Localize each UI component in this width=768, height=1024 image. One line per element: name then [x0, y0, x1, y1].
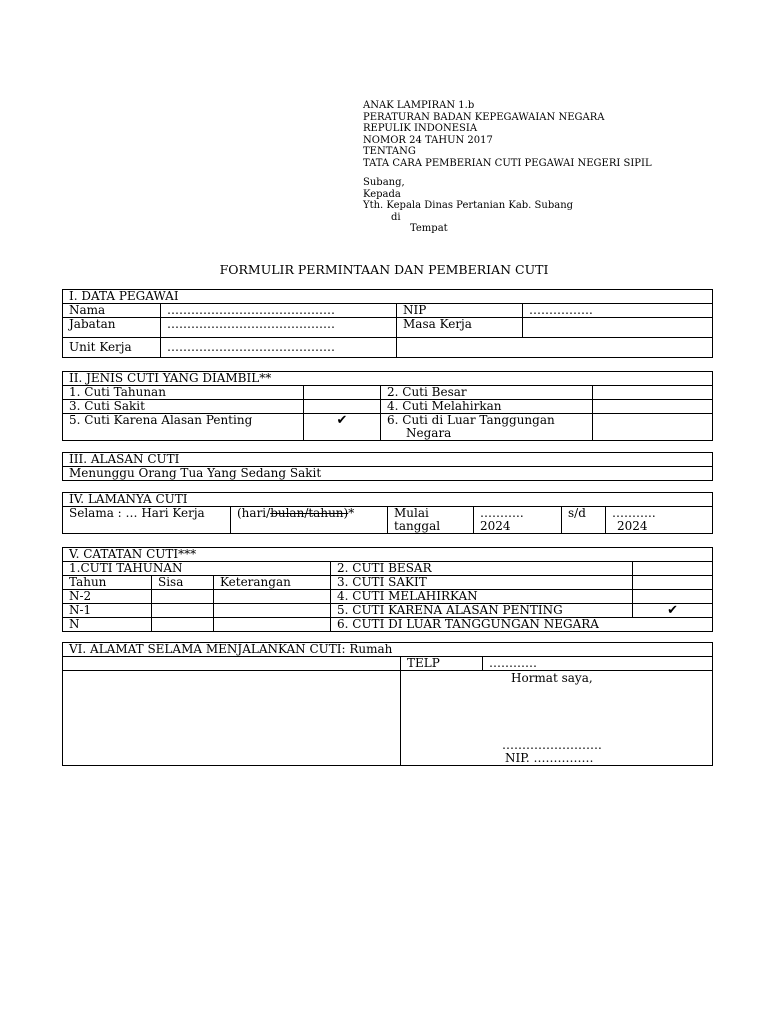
- sisa-cell[interactable]: [152, 618, 214, 632]
- footnote-star: *: [348, 506, 355, 520]
- masa-kerja-label: Masa Kerja: [397, 318, 523, 338]
- catatan-cuti-melahirkan-cell[interactable]: [633, 590, 713, 604]
- header-line: ANAK LAMPIRAN 1.b: [363, 100, 475, 111]
- header-line: PERATURAN BADAN KEPEGAWAIAN NEGARA: [363, 111, 605, 123]
- cuti-tahunan-checkbox[interactable]: [304, 386, 381, 400]
- keterangan-cell[interactable]: [214, 590, 331, 604]
- year-n1: N-1: [63, 604, 152, 618]
- nama-label: Nama: [63, 304, 161, 318]
- empty-cell: [397, 338, 713, 358]
- catatan-cuti-alasan-penting-cell[interactable]: [633, 604, 713, 618]
- cuti-melahirkan-checkbox[interactable]: [593, 400, 713, 414]
- sisa-cell[interactable]: [152, 604, 214, 618]
- checkmark-icon: ✔: [336, 413, 348, 428]
- mulai-label: [388, 507, 474, 534]
- year-n2: N-2: [63, 590, 152, 604]
- checkmark-icon: ✔: [667, 603, 678, 618]
- catatan-cuti-melahirkan-label: 4. CUTI MELAHIRKAN: [331, 590, 633, 604]
- addressee-block: [363, 177, 573, 235]
- sisa-cell[interactable]: [152, 590, 214, 604]
- label-line: Negara: [406, 426, 452, 440]
- section-alasan-cuti: [62, 452, 713, 481]
- signature-line[interactable]: …………………….: [502, 738, 602, 752]
- cuti-sakit-checkbox[interactable]: [304, 400, 381, 414]
- cuti-besar-checkbox[interactable]: [593, 386, 713, 400]
- di: di: [391, 211, 401, 223]
- header-line: TATA CARA PEMBERIAN CUTI PEGAWAI NEGERI SIPIL: [363, 157, 652, 169]
- col-header-sisa: Sisa: [152, 576, 214, 590]
- address-line[interactable]: [63, 657, 401, 671]
- section-heading: II. JENIS CUTI YANG DIAMBIL**: [63, 372, 713, 386]
- telp-label: TELP: [401, 657, 483, 671]
- duration-unit: [231, 507, 388, 534]
- tempat: Tempat: [410, 223, 448, 235]
- end-date-field[interactable]: [606, 507, 713, 534]
- nip-field[interactable]: …………….: [523, 304, 713, 318]
- masa-kerja-field[interactable]: [523, 318, 713, 338]
- year-n: N: [63, 618, 152, 632]
- date-dots: ………..: [480, 506, 524, 520]
- col-header-keterangan: Keterangan: [214, 576, 331, 590]
- header-line: REPULIK INDONESIA: [363, 123, 478, 135]
- signature-block: [401, 671, 713, 766]
- cuti-sakit-label: 3. Cuti Sakit: [63, 400, 304, 414]
- unit-text: (hari/: [237, 506, 271, 520]
- catatan-cuti-alasan-penting-label: 5. CUTI KARENA ALASAN PENTING: [331, 604, 633, 618]
- start-date-field[interactable]: [474, 507, 562, 534]
- telp-field[interactable]: …………: [483, 657, 713, 671]
- label-line: tanggal: [394, 519, 441, 533]
- selama-field[interactable]: Selama : … Hari Kerja: [63, 507, 231, 534]
- section-heading: I. DATA PEGAWAI: [63, 290, 713, 304]
- catatan-cuti-besar-label: 2. CUTI BESAR: [331, 562, 633, 576]
- section-jenis-cuti: [62, 371, 713, 441]
- date-year: 2024: [480, 519, 511, 533]
- cuti-besar-label: 2. Cuti Besar: [381, 386, 593, 400]
- header-line: NOMOR 24 TAHUN 2017: [363, 134, 493, 146]
- label-line: Mulai: [394, 506, 429, 520]
- section-alamat: [62, 642, 713, 766]
- date-year: 2024: [617, 519, 648, 533]
- kepada: Kepada: [363, 188, 401, 200]
- col-header-tahun: Tahun: [63, 576, 152, 590]
- section-heading: VI. ALAMAT SELAMA MENJALANKAN CUTI: Rumah: [63, 643, 713, 657]
- keterangan-cell[interactable]: [214, 618, 331, 632]
- section-heading: V. CATATAN CUTI***: [63, 548, 713, 562]
- jabatan-field[interactable]: ……………………………………: [161, 318, 397, 338]
- attachment-header: [363, 100, 652, 170]
- keterangan-cell[interactable]: [214, 604, 331, 618]
- jabatan-label: Jabatan: [63, 318, 161, 338]
- cuti-tahunan-heading: 1.CUTI TAHUNAN: [63, 562, 331, 576]
- cuti-melahirkan-label: 4. Cuti Melahirkan: [381, 400, 593, 414]
- section-data-pegawai: [62, 289, 713, 358]
- form-title: FORMULIR PERMINTAAN DAN PEMBERIAN CUTI: [219, 262, 549, 277]
- section-catatan-cuti: [62, 547, 713, 632]
- cuti-luar-tanggungan-checkbox[interactable]: [593, 414, 713, 441]
- catatan-cuti-luar-tanggungan-label: 6. CUTI DI LUAR TANGGUNGAN NEGARA: [331, 618, 713, 632]
- header-line: TENTANG: [363, 146, 416, 158]
- signature-nip: NIP. ……………: [505, 751, 594, 765]
- unit-kerja-field[interactable]: ……………………………………: [161, 338, 397, 358]
- nip-label: NIP: [397, 304, 523, 318]
- date-dots: ………..: [612, 506, 656, 520]
- sd-label: s/d: [562, 507, 606, 534]
- section-lamanya-cuti: [62, 492, 713, 534]
- address-field[interactable]: [63, 671, 401, 766]
- cuti-alasan-penting-checkbox[interactable]: [304, 414, 381, 441]
- catatan-cuti-besar-cell[interactable]: [633, 562, 713, 576]
- label-line: 6. Cuti di Luar Tanggungan: [387, 413, 555, 427]
- catatan-cuti-sakit-label: 3. CUTI SAKIT: [331, 576, 633, 590]
- hormat-saya: Hormat saya,: [511, 671, 593, 685]
- cuti-luar-tanggungan-label: [381, 414, 593, 441]
- cuti-alasan-penting-label: 5. Cuti Karena Alasan Penting: [63, 414, 304, 441]
- cuti-tahunan-label: 1. Cuti Tahunan: [63, 386, 304, 400]
- unit-struck-text: bulan/tahun): [270, 506, 349, 520]
- catatan-cuti-sakit-cell[interactable]: [633, 576, 713, 590]
- section-heading: IV. LAMANYA CUTI: [63, 493, 713, 507]
- unit-kerja-label: Unit Kerja: [63, 338, 161, 358]
- city: Subang,: [363, 177, 405, 188]
- nama-field[interactable]: ……………………………………: [161, 304, 397, 318]
- alasan-field[interactable]: Menunggu Orang Tua Yang Sedang Sakit: [63, 467, 713, 481]
- recipient: Yth. Kepala Dinas Pertanian Kab. Subang: [363, 200, 574, 212]
- section-heading: III. ALASAN CUTI: [63, 453, 713, 467]
